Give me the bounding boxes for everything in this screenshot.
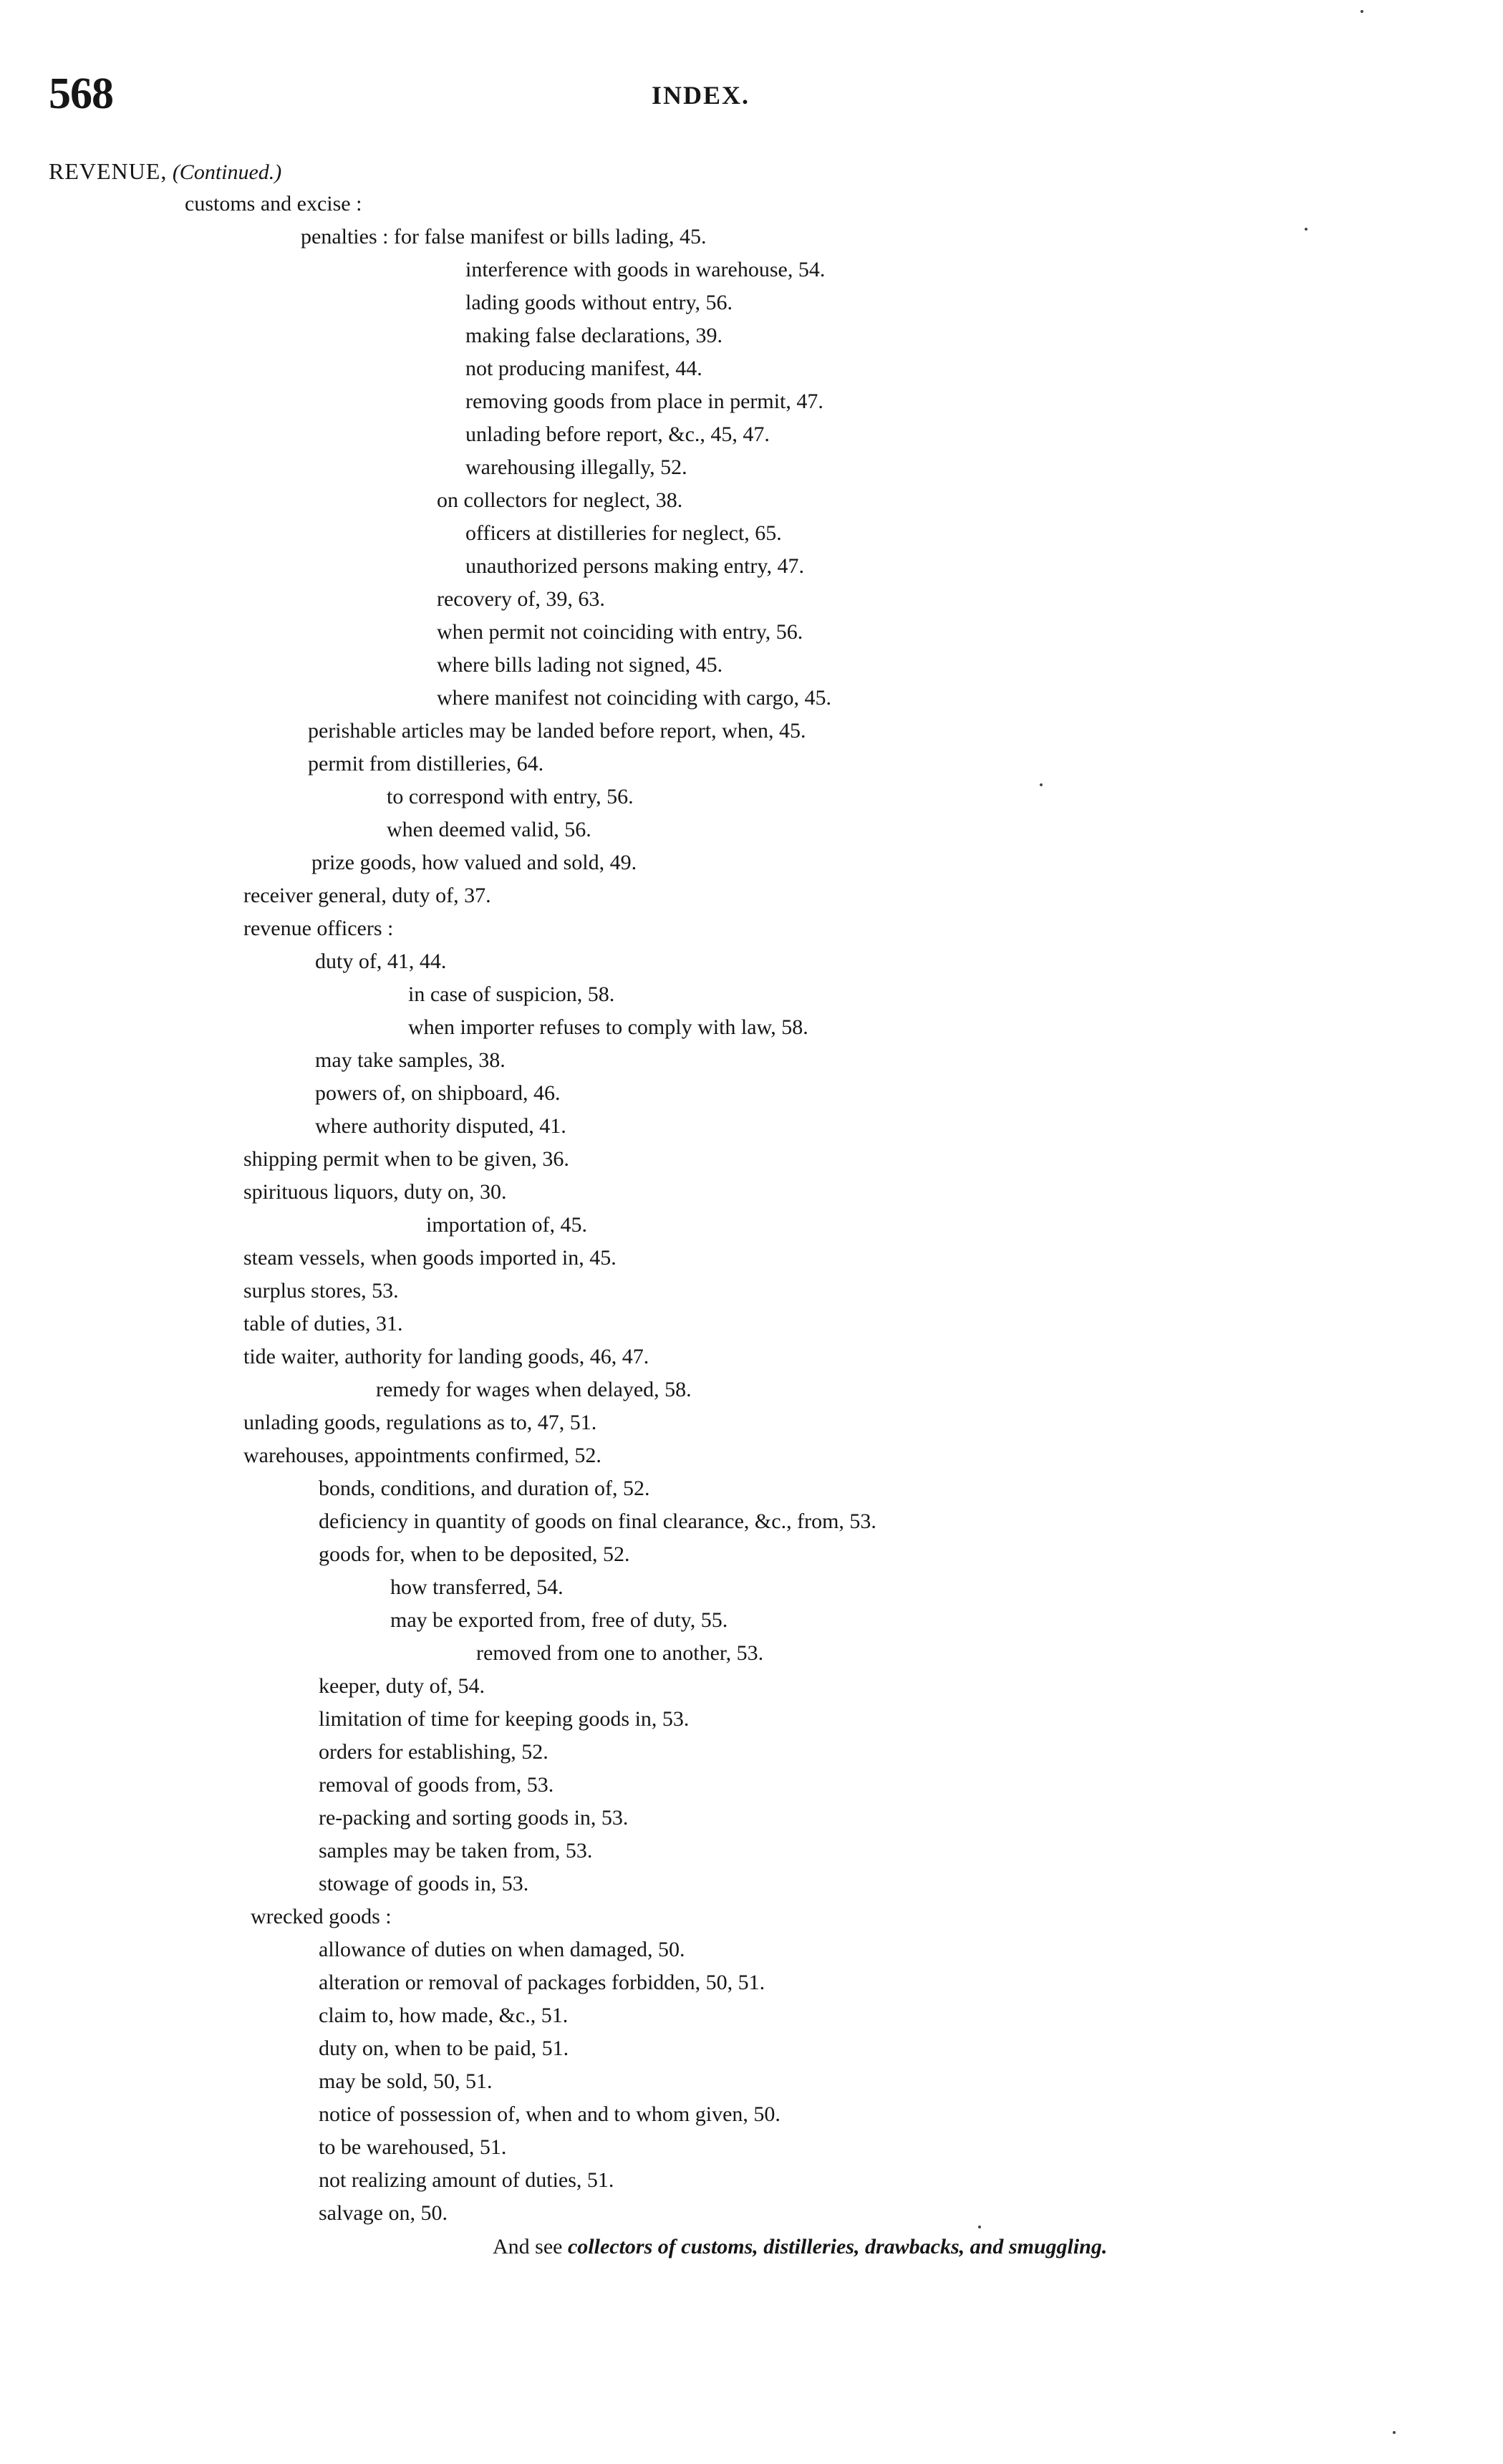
running-header: INDEX. [652, 81, 750, 110]
index-heading-term: REVENUE, [49, 158, 168, 184]
index-line: where manifest not coinciding with cargo, 45. [437, 686, 831, 710]
index-line: warehousing illegally, 52. [465, 455, 687, 479]
index-line: may take samples, 38. [315, 1048, 506, 1072]
index-line: where bills lading not signed, 45. [437, 653, 723, 677]
see-also-prefix: And see [493, 2235, 563, 2258]
index-line: powers of, on shipboard, 46. [315, 1081, 561, 1105]
see-also-line [493, 2234, 1107, 2260]
index-line: notice of possession of, when and to whom given, 50. [319, 2102, 781, 2126]
index-line: wrecked goods : [251, 1905, 392, 1928]
index-line: salvage on, 50. [319, 2201, 448, 2225]
index-line: alteration or removal of packages forbidden, 50, 51. [319, 1971, 765, 1994]
index-line: removed from one to another, 53. [476, 1641, 764, 1665]
see-also-refs: collectors of customs, distilleries, drawbacks, and smuggling. [567, 2235, 1108, 2258]
index-line: spirituous liquors, duty on, 30. [243, 1180, 507, 1204]
index-line: in case of suspicion, 58. [408, 982, 615, 1006]
scan-speck [978, 2226, 981, 2228]
scan-speck [1393, 2431, 1396, 2434]
index-line: may be sold, 50, 51. [319, 2069, 493, 2093]
index-line: shipping permit when to be given, 36. [243, 1147, 569, 1171]
index-heading [49, 158, 281, 185]
index-line: where authority disputed, 41. [315, 1114, 566, 1138]
index-line: receiver general, duty of, 37. [243, 884, 491, 907]
index-line: duty on, when to be paid, 51. [319, 2037, 569, 2060]
index-line: bonds, conditions, and duration of, 52. [319, 1477, 650, 1500]
index-line: lading goods without entry, 56. [465, 291, 733, 314]
index-line: surplus stores, 53. [243, 1279, 399, 1303]
index-line: deficiency in quantity of goods on final clearance, &c., from, 53. [319, 1509, 876, 1533]
index-line: not producing manifest, 44. [465, 357, 702, 380]
index-line: claim to, how made, &c., 51. [319, 2004, 569, 2027]
index-line: unlading before report, &c., 45, 47. [465, 422, 770, 446]
scan-speck [1040, 783, 1043, 786]
index-line: removal of goods from, 53. [319, 1773, 554, 1797]
index-line: samples may be taken from, 53. [319, 1839, 593, 1863]
index-line: stowage of goods in, 53. [319, 1872, 529, 1895]
index-line: on collectors for neglect, 38. [437, 488, 683, 512]
index-line: importation of, 45. [426, 1213, 587, 1237]
index-heading-note: (Continued.) [172, 160, 282, 184]
index-line: steam vessels, when goods imported in, 45. [243, 1246, 617, 1270]
index-line: how transferred, 54. [390, 1575, 564, 1599]
index-line: re-packing and sorting goods in, 53. [319, 1806, 629, 1830]
index-line: goods for, when to be deposited, 52. [319, 1542, 630, 1566]
scan-speck [1305, 228, 1308, 231]
index-line: prize goods, how valued and sold, 49. [311, 851, 637, 874]
index-line: when deemed valid, 56. [387, 818, 591, 841]
index-line: to be warehoused, 51. [319, 2135, 507, 2159]
index-line: allowance of duties on when damaged, 50. [319, 1938, 685, 1961]
index-line: penalties : for false manifest or bills lading, 45. [301, 225, 707, 248]
page-number: 568 [49, 69, 113, 118]
index-line: removing goods from place in permit, 47. [465, 390, 823, 413]
index-line: not realizing amount of duties, 51. [319, 2168, 614, 2192]
index-line: unlading goods, regulations as to, 47, 51. [243, 1411, 597, 1434]
index-line: when importer refuses to comply with law, 58. [408, 1015, 808, 1039]
index-line: customs and excise : [185, 192, 362, 216]
index-line: orders for establishing, 52. [319, 1740, 548, 1764]
index-line: making false declarations, 39. [465, 324, 723, 347]
index-line: recovery of, 39, 63. [437, 587, 605, 611]
index-line: interference with goods in warehouse, 54. [465, 258, 826, 281]
index-line: officers at distilleries for neglect, 65. [465, 521, 782, 545]
index-line: may be exported from, free of duty, 55. [390, 1608, 728, 1632]
index-line: table of duties, 31. [243, 1312, 403, 1335]
index-line: revenue officers : [243, 917, 394, 940]
scan-speck [1361, 10, 1363, 13]
index-line: tide waiter, authority for landing goods, 46, 47. [243, 1345, 649, 1368]
index-line: warehouses, appointments confirmed, 52. [243, 1444, 601, 1467]
index-line: keeper, duty of, 54. [319, 1674, 485, 1698]
index-line: unauthorized persons making entry, 47. [465, 554, 804, 578]
index-line: perishable articles may be landed before report, when, 45. [308, 719, 806, 743]
index-line: to correspond with entry, 56. [387, 785, 634, 808]
index-line: duty of, 41, 44. [315, 950, 447, 973]
index-line: when permit not coinciding with entry, 56. [437, 620, 803, 644]
index-line: remedy for wages when delayed, 58. [376, 1378, 692, 1401]
index-line: limitation of time for keeping goods in, 53. [319, 1707, 690, 1731]
index-line: permit from distilleries, 64. [308, 752, 544, 776]
